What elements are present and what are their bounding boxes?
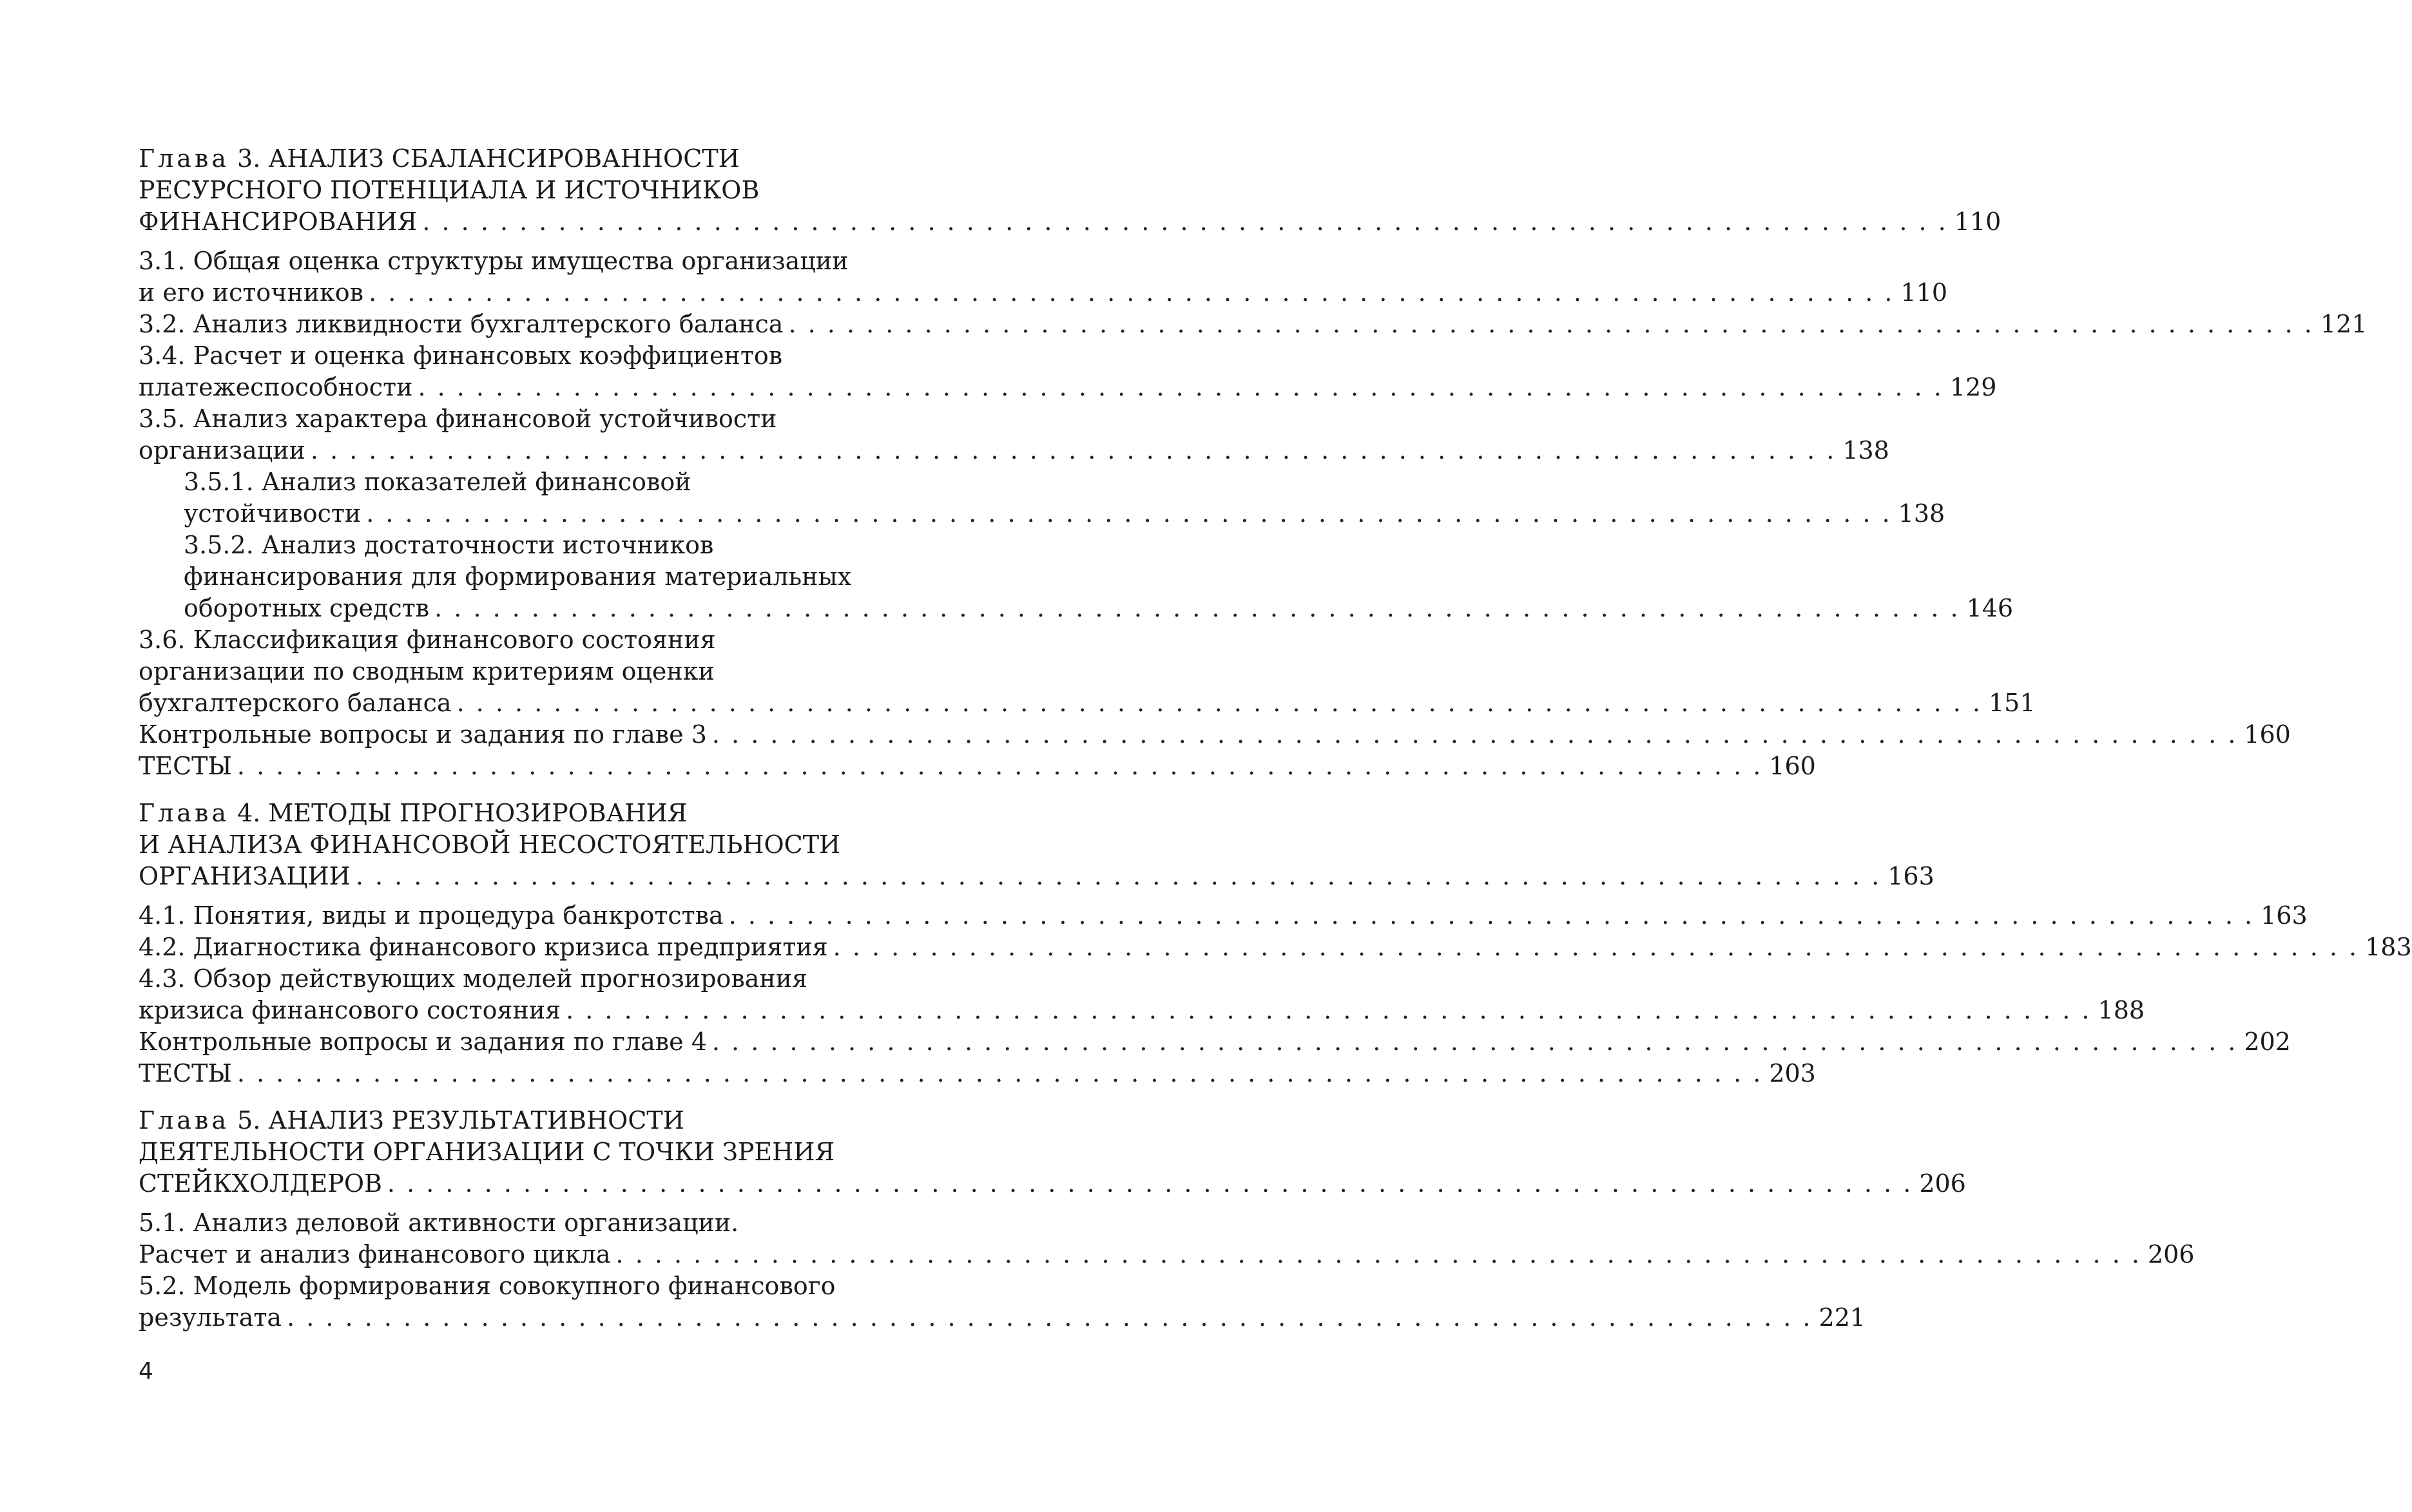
leader-dots: . . . . . . . . . . . . . . . . . . . . . . . . . . . . . . . . . . . . . . . . . . . . . . . . . . . . . . . . . . . . . . . . . . . . . . . . . . . . . . . (434, 594, 1960, 622)
page-number: 4 (139, 1358, 153, 1384)
page-ref: 110 (1900, 278, 1948, 307)
leader-dots: . . . . . . . . . . . . . . . . . . . . . . . . . . . . . . . . . . . . . . . . . . . . . . . . . . . . . . . . . . . . . . . . . . . . . . . . . . . . . . . (788, 310, 2314, 338)
chapter-title-line: 5. АНАЛИЗ РЕЗУЛЬТАТИВНОСТИ (229, 1106, 684, 1134)
page-ref: 138 (1842, 436, 1889, 464)
toc-section-4-2 (139, 932, 2412, 963)
table-of-contents (139, 143, 2412, 1334)
leader-dots: . . . . . . . . . . . . . . . . . . . . . . . . . . . . . . . . . . . . . . . . . . . . . . . . . . . . . . . . . . . . . . . . . . . . . . . . . . . . . . . (456, 689, 1982, 717)
leader-dots: . . . . . . . . . . . . . . . . . . . . . . . . . . . . . . . . . . . . . . . . . . . . . . . . . . . . . . . . . . . . . . . . . . . . . . . . . . . . . . . (355, 862, 1882, 890)
page-ref: 206 (1919, 1169, 1966, 1198)
page-ref: 160 (1769, 752, 1816, 780)
page-ref: 121 (2320, 310, 2368, 338)
section-title-line: кризиса финансового состояния (139, 996, 561, 1024)
toc-section-3-6 (139, 624, 2036, 719)
leader-dots: . . . . . . . . . . . . . . . . . . . . . . . . . . . . . . . . . . . . . . . . . . . . . . . . . . . . . . . . . . . . . . . . . . . . . . . . . . . . . . . (387, 1169, 1913, 1198)
section-title-line: 4.1. Понятия, виды и процедура банкротства (139, 901, 724, 930)
toc-tests-4 (139, 1058, 1816, 1089)
section-title-line: Контрольные вопросы и задания по главе 3 (139, 720, 707, 749)
leader-dots: . . . . . . . . . . . . . . . . . . . . . . . . . . . . . . . . . . . . . . . . . . . . . . . . . . . . . . . . . . . . . . . . . . . . . . . . . . . . . . . (287, 1303, 1813, 1332)
leader-dots: . . . . . . . . . . . . . . . . . . . . . . . . . . . . . . . . . . . . . . . . . . . . . . . . . . . . . . . . . . . . . . . . . . . . . . . . . . . . . . . (310, 436, 1837, 464)
section-title-line: устойчивости (184, 499, 362, 528)
section-title-line: 3.5.2. Анализ достаточности источников (184, 531, 714, 559)
toc-section-4-3 (139, 963, 2145, 1026)
leader-dots: . . . . . . . . . . . . . . . . . . . . . . . . . . . . . . . . . . . . . . . . . . . . . . . . . . . . . . . . . . . . . . . . . . . . . . . . . . . . . . . (711, 720, 2238, 749)
section-title-line: 3.2. Анализ ликвидности бухгалтерского баланса (139, 310, 784, 338)
section-title-line: 3.4. Расчет и оценка финансовых коэффициентов (139, 341, 783, 370)
section-title-line: ТЕСТЫ (139, 752, 232, 780)
page-ref: 163 (1887, 862, 1934, 890)
section-title-line: платежеспособности (139, 373, 413, 401)
page-ref: 206 (2147, 1240, 2195, 1268)
chapter-title-line: СТЕЙКХОЛДЕРОВ (139, 1169, 382, 1198)
chapter-title-line: РЕСУРСНОГО ПОТЕНЦИАЛА И ИСТОЧНИКОВ (139, 176, 760, 204)
section-title-line: и его источников (139, 278, 364, 307)
section-title-line: 3.1. Общая оценка структуры имущества организации (139, 247, 849, 275)
page-ref: 203 (1769, 1059, 1816, 1087)
toc-section-3-2 (139, 309, 2368, 340)
section-title-line: Расчет и анализ финансового цикла (139, 1240, 611, 1268)
chapter-label: Глава (139, 1106, 230, 1134)
toc-questions-3 (139, 719, 2291, 751)
chapter-title-line: 4. МЕТОДЫ ПРОГНОЗИРОВАНИЯ (229, 799, 688, 827)
toc-section-5-1 (139, 1207, 2195, 1270)
section-title-line: финансирования для формирования материальных (184, 562, 852, 591)
toc-section-4-1 (139, 900, 2308, 932)
toc-section-3-5 (139, 403, 1889, 466)
section-title-line: Контрольные вопросы и задания по главе 4 (139, 1028, 707, 1056)
section-title-line: ТЕСТЫ (139, 1059, 232, 1087)
section-title-line: организации по сводным критериям оценки (139, 657, 715, 685)
chapter-label: Глава (139, 144, 230, 173)
toc-section-3-1 (139, 245, 1948, 309)
section-title-line: 5.1. Анализ деловой активности организации. (139, 1209, 739, 1237)
toc-subsection-3-5-2 (139, 530, 2014, 624)
section-title-line: 4.2. Диагностика финансового кризиса предприятия (139, 933, 828, 961)
leader-dots: . . . . . . . . . . . . . . . . . . . . . . . . . . . . . . . . . . . . . . . . . . . . . . . . . . . . . . . . . . . . . . . . . . . . . . . . . . . . . . . (366, 499, 1892, 528)
page-ref: 146 (1966, 594, 2014, 622)
chapter-title-line: ОРГАНИЗАЦИИ (139, 862, 351, 890)
section-title-line: бухгалтерского баланса (139, 689, 452, 717)
section-title-line: результата (139, 1303, 282, 1332)
leader-dots: . . . . . . . . . . . . . . . . . . . . . . . . . . . . . . . . . . . . . . . . . . . . . . . . . . . . . . . . . . . . . . . . . . . . . . . . . . . . . . . (369, 278, 1895, 307)
section-title-line: 4.3. Обзор действующих моделей прогнозирования (139, 964, 808, 993)
toc-questions-4 (139, 1026, 2291, 1058)
page-ref: 221 (1819, 1303, 1866, 1332)
page-ref: 151 (1989, 689, 2036, 717)
toc-subsection-3-5-1 (139, 466, 1945, 530)
leader-dots: . . . . . . . . . . . . . . . . . . . . . . . . . . . . . . . . . . . . . . . . . . . . . . . . . . . . . . . . . . . . . . . . . . . . . . . . . . . . . . . (566, 996, 2092, 1024)
leader-dots: . . . . . . . . . . . . . . . . . . . . . . . . . . . . . . . . . . . . . . . . . . . . . . . . . . . . . . . . . . . . . . . . . . . . . . . . . . . . . . . (728, 901, 2255, 930)
toc-chapter-5 (139, 1105, 1966, 1200)
leader-dots: . . . . . . . . . . . . . . . . . . . . . . . . . . . . . . . . . . . . . . . . . . . . . . . . . . . . . . . . . . . . . . . . . . . . . . . . . . . . . . . (615, 1240, 2141, 1268)
leader-dots: . . . . . . . . . . . . . . . . . . . . . . . . . . . . . . . . . . . . . . . . . . . . . . . . . . . . . . . . . . . . . . . . . . . . . . . . . . . . . . . (422, 207, 1948, 236)
toc-tests-3 (139, 751, 1816, 782)
chapter-label: Глава (139, 799, 230, 827)
section-title-line: 5.2. Модель формирования совокупного финансового (139, 1272, 836, 1300)
section-title-line: организации (139, 436, 305, 464)
section-title-line: 3.6. Классификация финансового состояния (139, 626, 716, 654)
page-ref: 138 (1898, 499, 1945, 528)
leader-dots: . . . . . . . . . . . . . . . . . . . . . . . . . . . . . . . . . . . . . . . . . . . . . . . . . . . . . . . . . . . . . . . . . . . . . . . . . . . . . . . (711, 1028, 2238, 1056)
section-title-line: 3.5. Анализ характера финансовой устойчивости (139, 405, 777, 433)
leader-dots: . . . . . . . . . . . . . . . . . . . . . . . . . . . . . . . . . . . . . . . . . . . . . . . . . . . . . . . . . . . . . . . . . . . . . . . . . . . . . . . (418, 373, 1944, 401)
leader-dots: . . . . . . . . . . . . . . . . . . . . . . . . . . . . . . . . . . . . . . . . . . . . . . . . . . . . . . . . . . . . . . . . . . . . . . . . . . . . . . . (833, 933, 2359, 961)
chapter-title-line: 3. АНАЛИЗ СБАЛАНСИРОВАННОСТИ (229, 144, 740, 173)
toc-section-3-4 (139, 340, 1997, 403)
page-ref: 160 (2244, 720, 2291, 749)
page-ref: 188 (2098, 996, 2145, 1024)
leader-dots: . . . . . . . . . . . . . . . . . . . . . . . . . . . . . . . . . . . . . . . . . . . . . . . . . . . . . . . . . . . . . . . . . . . . . . . . . . . . . . . (236, 1059, 1763, 1087)
chapter-title-line: ФИНАНСИРОВАНИЯ (139, 207, 418, 236)
page-ref: 129 (1949, 373, 1997, 401)
section-title-line: 3.5.1. Анализ показателей финансовой (184, 468, 691, 496)
chapter-title-line: И АНАЛИЗА ФИНАНСОВОЙ НЕСОСТОЯТЕЛЬНОСТИ (139, 830, 841, 859)
toc-section-5-2 (139, 1270, 1866, 1334)
toc-chapter-4 (139, 798, 1934, 892)
page-ref: 183 (2365, 933, 2412, 961)
leader-dots: . . . . . . . . . . . . . . . . . . . . . . . . . . . . . . . . . . . . . . . . . . . . . . . . . . . . . . . . . . . . . . . . . . . . . . . . . . . . . . . (236, 752, 1763, 780)
page-ref: 110 (1954, 207, 2002, 236)
section-title-line: оборотных средств (184, 594, 430, 622)
page-ref: 202 (2244, 1028, 2291, 1056)
chapter-title-line: ДЕЯТЕЛЬНОСТИ ОРГАНИЗАЦИИ С ТОЧКИ ЗРЕНИЯ (139, 1138, 835, 1166)
page-ref: 163 (2261, 901, 2308, 930)
toc-chapter-3 (139, 143, 2002, 238)
